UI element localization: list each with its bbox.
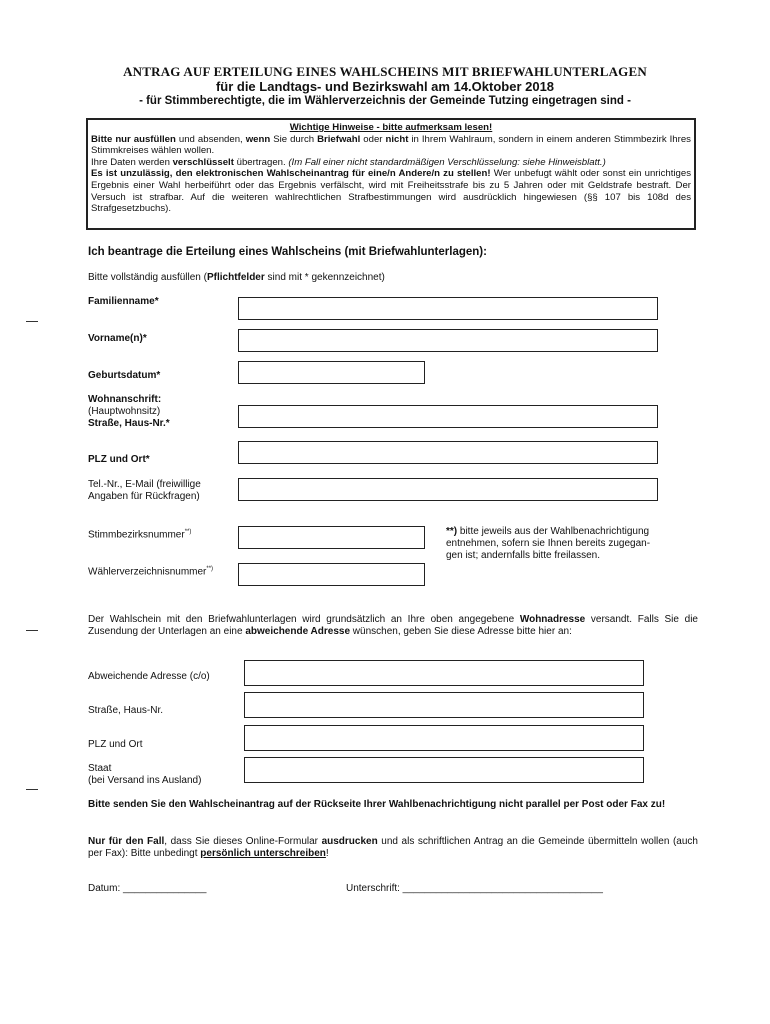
waehlerverz-input[interactable] (238, 563, 425, 586)
geburtsdatum-label (88, 370, 160, 382)
unterschrift-line: Unterschrift: ____________________________________ (346, 883, 603, 894)
margin-mark (26, 789, 38, 790)
notice-p1-text1: und absenden, (175, 133, 246, 145)
footnote-mark: **) (446, 526, 458, 537)
staat-label-line2: (bei Versand ins Ausland) (88, 775, 202, 786)
familienname-input[interactable] (238, 297, 658, 320)
waehlerverz-label-text: Wählerverzeichnisnummer (88, 566, 207, 578)
notice-heading: Wichtige Hinweise - bitte aufmerksam lesen! (289, 122, 493, 133)
form-subtitle: für die Landtags- und Bezirkswahl am 14.Oktober 2018 (215, 79, 555, 94)
geburtsdatum-label-text: Geburtsdatum* (88, 370, 161, 381)
familienname-label (88, 296, 159, 308)
geburtsdatum-input[interactable] (238, 361, 425, 384)
print-bold1: Nur für den Fall (88, 836, 165, 847)
margin-mark (26, 321, 38, 322)
plz-ort-label (88, 454, 150, 466)
staat-label-line1: Staat (88, 763, 112, 774)
instr-text1: Bitte vollständig ausfüllen ( (88, 272, 207, 283)
vorname-label (88, 333, 147, 345)
notice-paragraph-1 (91, 134, 691, 157)
notice-p2-text1: Ihre Daten werden (91, 156, 173, 168)
wohnanschrift-label (88, 394, 170, 430)
print-bold2: ausdrucken (321, 836, 378, 847)
footnote-line3: gen ist; andernfalls bitte freilassen. (446, 550, 600, 561)
strasse-label-text: Straße, Haus-Nr.* (88, 418, 170, 429)
delivery-text3: wünschen, geben Sie diese Adresse bitte hier an: (350, 626, 572, 637)
stimmbezirk-input[interactable] (238, 526, 425, 549)
stimmbezirk-label-text: Stimmbezirksnummer (88, 529, 185, 541)
delivery-bold2: abweichende Adresse (245, 626, 351, 637)
tel-label (88, 479, 201, 503)
print-bold3: persönlich unterschreiben (200, 848, 326, 859)
abw-plz-label: PLZ und Ort (88, 739, 143, 750)
vorname-label-text: Vorname(n)* (88, 333, 147, 344)
tel-label-line1: Tel.-Nr., E-Mail (freiwillige (88, 479, 201, 490)
instr-text2: sind mit * gekennzeichnet) (264, 272, 385, 283)
notice-p3-bold: Es ist unzulässig, den elektronischen Wahlscheinantrag für eine/n Andere/n zu stellen! (91, 168, 491, 180)
notice-p1-text3: oder (360, 133, 386, 145)
plz-ort-input[interactable] (238, 441, 658, 464)
familienname-label-text: Familienname* (88, 296, 159, 307)
footnote-line1: bitte jeweils aus der Wahlbenachrichtigung (457, 526, 650, 537)
delivery-text2: versandt. Falls Sie die Zusendung der Unterlagen an eine (88, 614, 698, 637)
footnote-text (446, 526, 696, 562)
abw-strasse-label: Straße, Haus-Nr. (88, 705, 164, 716)
abw-strasse-input[interactable] (244, 692, 644, 718)
notice-p2-bold: verschlüsselt (172, 156, 234, 168)
abw-plz-input[interactable] (244, 725, 644, 751)
print-text1: , dass Sie dieses Online-Formular (164, 836, 322, 847)
tel-email-input[interactable] (238, 478, 658, 501)
notice-p3-text: Wer unbefugt wählt oder sonst ein unrichtiges Ergebnis einer Wahl herbeiführt oder das Ergebnis verfälscht, wird mit Freiheitsstrafe bis zu 5 Jahren oder mit Geldstrafe bestraft. Der Versuch ist strafbar. Auf die weiteren wahlrechtlichen Strafbestimmungen wird ausdrücklich hingewiesen (§§ 107 bis 108d des Strafgesetzbuchs). (91, 168, 691, 215)
notice-p1-bold4: nicht (385, 133, 409, 145)
notice-box (86, 118, 696, 230)
notice-paragraph-3 (91, 168, 691, 214)
instr-bold: Pflichtfelder (206, 272, 265, 283)
staat-label (88, 763, 201, 787)
notice-p2-italic: (Im Fall einer nicht standardmäßigen Verschlüsselung: siehe Hinweisblatt.) (288, 156, 606, 168)
strasse-input[interactable] (238, 405, 658, 428)
delivery-paragraph (88, 614, 698, 638)
wohnanschrift-subtitle: (Hauptwohnsitz) (88, 406, 161, 417)
stimmbezirk-label (88, 526, 191, 541)
waehlerverz-label (88, 563, 213, 578)
footnote-line2: entnehmen, sofern sie Ihnen bereits zugegan- (446, 538, 651, 549)
abw-adresse-label: Abweichende Adresse (c/o) (88, 671, 210, 682)
notice-p1-text4: in Ihrem Wahlraum, sondern in einem anderen Stimmbezirk Ihres Stimmkreises wählen wollen. (91, 133, 691, 157)
notice-p2-text2: übertragen. (233, 156, 289, 168)
vorname-input[interactable] (238, 329, 658, 352)
wohnanschrift-title: Wohnanschrift: (88, 394, 162, 405)
delivery-bold1: Wohnadresse (519, 614, 586, 625)
post-note: Bitte senden Sie den Wahlscheinantrag auf der Rückseite Ihrer Wahlbenachrichtigung nicht parallel per Post oder Fax zu! (88, 799, 666, 810)
instruction-text (88, 272, 385, 284)
print-text3: ! (325, 848, 329, 859)
print-text2: und als schriftlichen Antrag an die Gemeinde übermitteln wollen (auch per Fax): Bitte unbedingt (88, 836, 698, 859)
notice-p1-bold3: Briefwahl (317, 133, 361, 145)
notice-p1-text2: Sie durch (270, 133, 318, 145)
abw-adresse-input[interactable] (244, 660, 644, 686)
footnote-mark: **) (184, 529, 192, 535)
form-title: ANTRAG AUF ERTEILUNG EINES WAHLSCHEINS MIT BRIEFWAHLUNTERLAGEN (123, 64, 647, 79)
footnote-mark: **) (206, 566, 214, 572)
tel-label-line2: Angaben für Rückfragen) (88, 491, 200, 502)
margin-mark (26, 630, 38, 631)
datum-line: Datum: _______________ (88, 883, 207, 894)
notice-p1-bold2: wenn (245, 133, 271, 145)
plz-ort-label-text: PLZ und Ort* (88, 454, 150, 465)
notice-p1-bold: Bitte nur ausfüllen (91, 133, 176, 145)
notice-paragraph-2 (91, 157, 691, 169)
delivery-text1: Der Wahlschein mit den Briefwahlunterlagen wird grundsätzlich an Ihre oben angegebene (88, 614, 520, 625)
print-note (88, 836, 698, 860)
staat-input[interactable] (244, 757, 644, 783)
apply-heading: Ich beantrage die Erteilung eines Wahlscheins (mit Briefwahlunterlagen): (88, 246, 487, 258)
form-audience: - für Stimmberechtigte, die im Wählerverzeichnis der Gemeinde Tutzing eingetragen sind - (139, 95, 631, 107)
